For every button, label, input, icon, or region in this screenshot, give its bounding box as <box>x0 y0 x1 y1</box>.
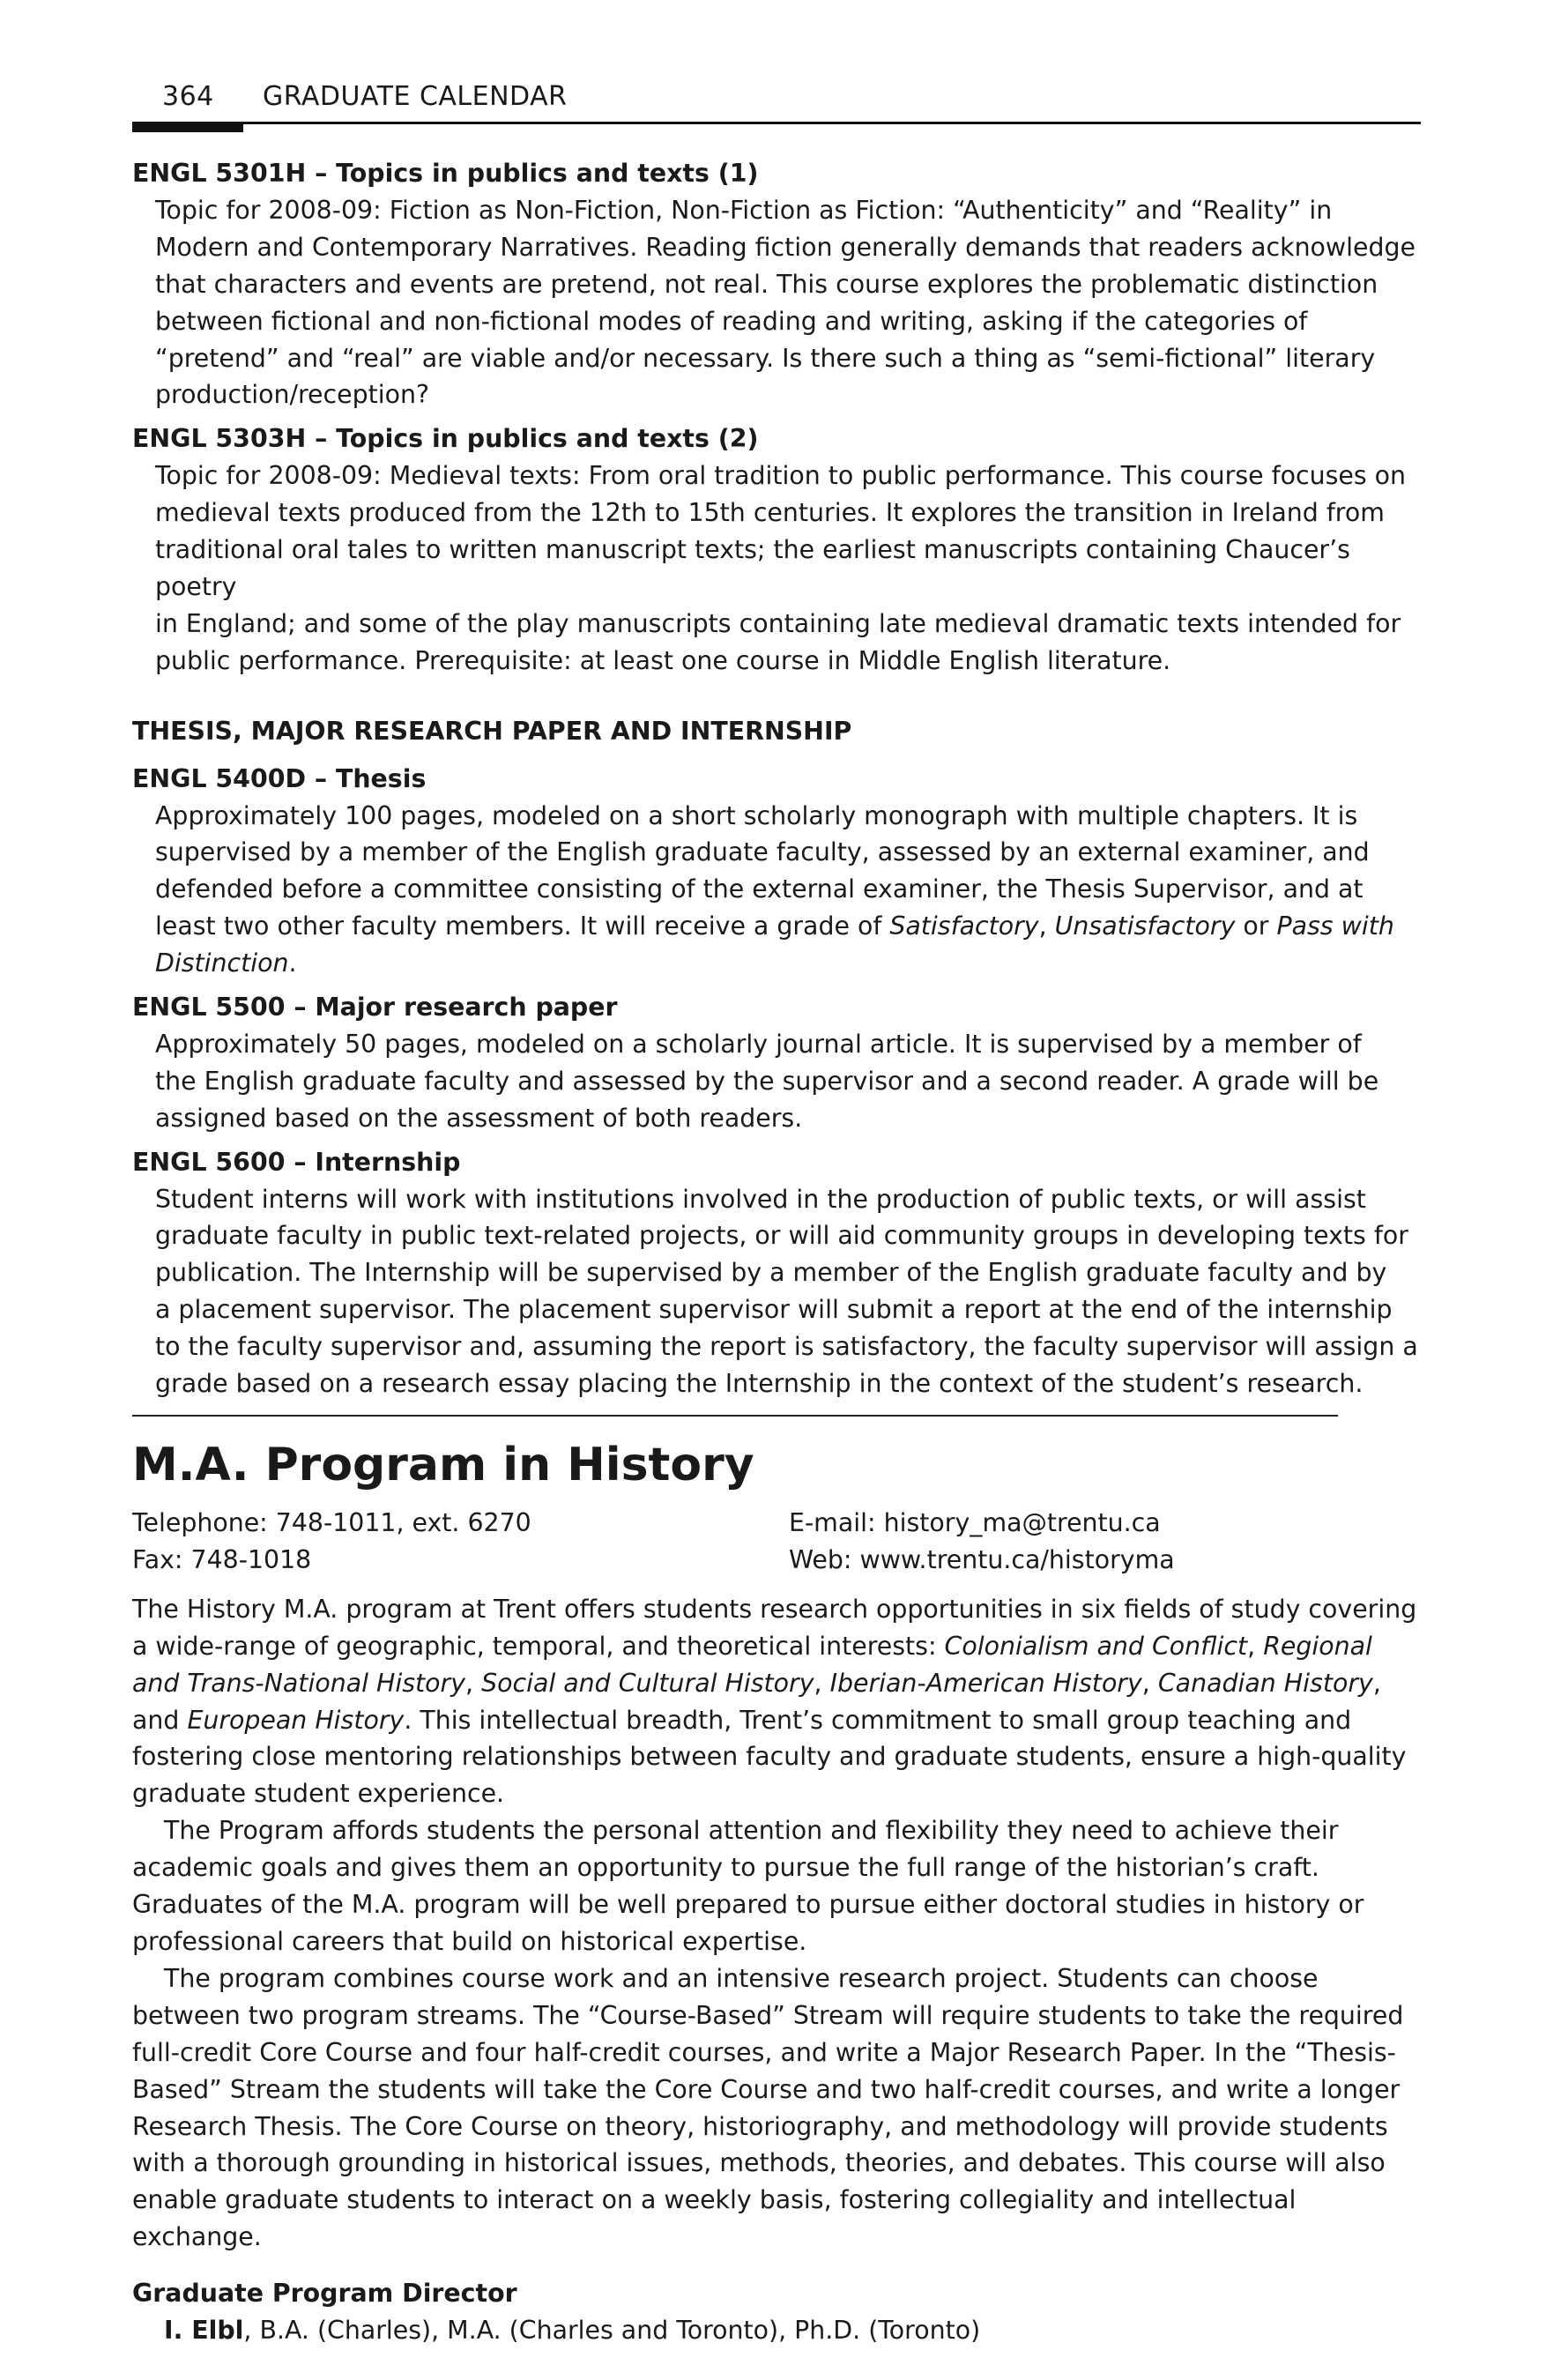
grade-option: Satisfactory <box>889 911 1039 941</box>
text-line: production/reception? <box>155 380 430 410</box>
text-line: graduate student experience. <box>132 1779 505 1809</box>
course-description <box>155 1026 1419 1137</box>
course-description <box>155 192 1419 413</box>
text-run: , <box>814 1668 830 1698</box>
text-line: professional careers that build on historical expertise. <box>132 1926 807 1956</box>
text-line: The History M.A. program at Trent offers students research opportunities in six fields of study covering <box>132 1594 1417 1624</box>
course-description <box>155 457 1419 679</box>
text-line: graduate faculty in public text-related projects, or will aid community groups in developing texts for <box>155 1221 1408 1251</box>
text-line: The Program affords students the personal attention and flexibility they need to achieve their <box>164 1816 1339 1846</box>
page-number: 364 <box>162 81 214 112</box>
text-line: The program combines course work and an intensive research project. Students can choose <box>164 1963 1319 1993</box>
program-paragraph <box>132 1812 1419 1960</box>
course-description <box>155 1181 1419 1402</box>
text-run: , <box>1247 1631 1264 1661</box>
email: E-mail: history_ma@trentu.ca <box>789 1508 1161 1537</box>
field-of-study: Social and Cultural History <box>481 1668 814 1698</box>
text-line: public performance. Prerequisite: at least one course in Middle English literature. <box>155 645 1171 675</box>
text-run: . <box>288 948 297 978</box>
field-of-study: Regional <box>1263 1631 1372 1661</box>
field-of-study: Iberian-American History <box>829 1668 1142 1698</box>
text-line: in England; and some of the play manuscripts containing late medieval dramatic texts intended for <box>155 608 1401 638</box>
page-header <box>132 81 1421 136</box>
text-run: a wide-range of geographic, temporal, and theoretical interests: <box>132 1631 945 1661</box>
text-line: “pretend” and “real” are viable and/or necessary. Is there such a thing as “semi-fictional” literary <box>155 343 1376 373</box>
text-line: that characters and events are pretend, not real. This course explores the problematic distinction <box>155 269 1378 299</box>
field-of-study: and Trans-National History <box>132 1668 466 1698</box>
website: Web: www.trentu.ca/historyma <box>789 1544 1175 1574</box>
field-of-study: Canadian History <box>1157 1668 1373 1698</box>
fax: Fax: 748-1018 <box>132 1544 312 1574</box>
text-line: Approximately 100 pages, modeled on a short scholarly monograph with multiple chapters. It is <box>155 800 1358 830</box>
text-run: . This intellectual breadth, Trent’s commitment to small group teaching and <box>404 1705 1352 1735</box>
course-title: ENGL 5400D – Thesis <box>132 763 427 793</box>
grade-option: Pass with <box>1276 911 1394 941</box>
header-rule <box>132 122 1421 124</box>
text-line: traditional oral tales to written manuscript texts; the earliest manuscripts containing Chaucer’s poetry <box>155 535 1350 601</box>
course-title: ENGL 5303H – Topics in publics and texts (2) <box>132 424 759 454</box>
text-run: , <box>1038 911 1055 941</box>
text-line <box>155 908 1419 945</box>
text-line: Research Thesis. The Core Course on theory, historiography, and methodology will provide students <box>132 2111 1388 2141</box>
text-line: Approximately 50 pages, modeled on a scholarly journal article. It is supervised by a member of <box>155 1029 1362 1059</box>
program-paragraph <box>132 1960 1419 2256</box>
text-line: full-credit Core Course and four half-credit courses, and write a Major Research Paper. In the “Thesis- <box>132 2037 1396 2067</box>
text-line: supervised by a member of the English graduate faculty, assessed by an external examiner, and <box>155 837 1370 867</box>
course-entry <box>132 420 1419 679</box>
contact-info <box>132 1505 1419 1579</box>
section-heading: THESIS, MAJOR RESEARCH PAPER AND INTERNSHIP <box>132 716 852 746</box>
course-entry <box>132 155 1419 413</box>
text-line: Topic for 2008-09: Fiction as Non-Fiction, Non-Fiction as Fiction: “Authenticity” and “Reality” in <box>155 195 1333 225</box>
course-title: ENGL 5301H – Topics in publics and texts (1) <box>132 159 759 188</box>
text-line: Graduates of the M.A. program will be well prepared to pursue either doctoral studies in history or <box>132 1890 1364 1920</box>
course-title: ENGL 5600 – Internship <box>132 1147 461 1177</box>
telephone: Telephone: 748-1011, ext. 6270 <box>132 1508 531 1537</box>
header-tab-marker <box>132 122 243 132</box>
text-line: Based” Stream the students will take the Core Course and two half-credit courses, and write a longer <box>132 2074 1401 2104</box>
course-entry <box>132 989 1419 1137</box>
director-credentials: , B.A. (Charles), M.A. (Charles and Toronto), Ph.D. (Toronto) <box>243 2316 981 2346</box>
text-line: between fictional and non-fictional modes of reading and writing, asking if the categories of <box>155 306 1308 336</box>
text-line: grade based on a research essay placing the Internship in the context of the student’s research. <box>155 1369 1364 1399</box>
text-line: Student interns will work with institutions involved in the production of public texts, or will assist <box>155 1184 1366 1214</box>
director-heading: Graduate Program Director <box>132 2279 517 2309</box>
text-line: Modern and Contemporary Narratives. Reading fiction generally demands that readers acknowledge <box>155 232 1416 262</box>
text-line: medieval texts produced from the 12th to 15th centuries. It explores the transition in Ireland from <box>155 498 1385 528</box>
text-run: , <box>1141 1668 1158 1698</box>
text-run: , <box>1372 1668 1381 1698</box>
text-line: defended before a committee consisting of the external examiner, the Thesis Supervisor, and at <box>155 874 1364 904</box>
text-line: fostering close mentoring relationships between faculty and graduate students, ensure a high-quality <box>132 1742 1407 1772</box>
text-line: assigned based on the assessment of both readers. <box>155 1103 803 1133</box>
text-line <box>132 1702 1419 1739</box>
intro-paragraph <box>132 1591 1419 1812</box>
course-entry <box>132 1144 1419 1402</box>
text-run: least two other faculty members. It will receive a grade of <box>155 911 890 941</box>
director-name: I. Elbl <box>164 2316 244 2346</box>
text-line: between two program streams. The “Course-Based” Stream will require students to take the required <box>132 2000 1404 2030</box>
text-line <box>155 945 1419 982</box>
text-line: enable graduate students to interact on a weekly basis, fostering collegiality and intellectual exchange. <box>132 2185 1297 2252</box>
text-run: or <box>1235 911 1277 941</box>
running-head: GRADUATE CALENDAR <box>263 81 568 112</box>
text-line: with a thorough grounding in historical issues, methods, theories, and debates. This course will also <box>132 2148 1386 2178</box>
text-line: publication. The Internship will be supervised by a member of the English graduate faculty and by <box>155 1258 1387 1288</box>
text-line: Topic for 2008-09: Medieval texts: From oral tradition to public performance. This course focuses on <box>155 461 1407 491</box>
text-line: to the faculty supervisor and, assuming the report is satisfactory, the faculty supervisor will assign a <box>155 1332 1418 1362</box>
text-run: , <box>465 1668 482 1698</box>
text-line: a placement supervisor. The placement supervisor will submit a report at the end of the internship <box>155 1295 1393 1325</box>
field-of-study: Colonialism and Conflict <box>944 1631 1248 1661</box>
course-title: ENGL 5500 – Major research paper <box>132 993 618 1023</box>
page-body <box>132 155 1419 2349</box>
text-line: academic goals and gives them an opportunity to pursue the full range of the historian’s craft. <box>132 1853 1319 1883</box>
text-run: and <box>132 1705 188 1735</box>
text-line <box>132 1628 1419 1665</box>
program-title: M.A. Program in History <box>132 1439 754 1491</box>
text-line <box>132 1665 1419 1702</box>
course-description <box>155 798 1419 983</box>
grade-option: Distinction <box>155 948 289 978</box>
grade-option: Unsatisfactory <box>1054 911 1236 941</box>
field-of-study: European History <box>187 1705 405 1735</box>
director-entry <box>164 2312 1419 2349</box>
text-line: the English graduate faculty and assessed by the supervisor and a second reader. A grade will be <box>155 1066 1379 1096</box>
section-divider <box>132 1415 1338 1417</box>
course-entry <box>132 761 1419 982</box>
